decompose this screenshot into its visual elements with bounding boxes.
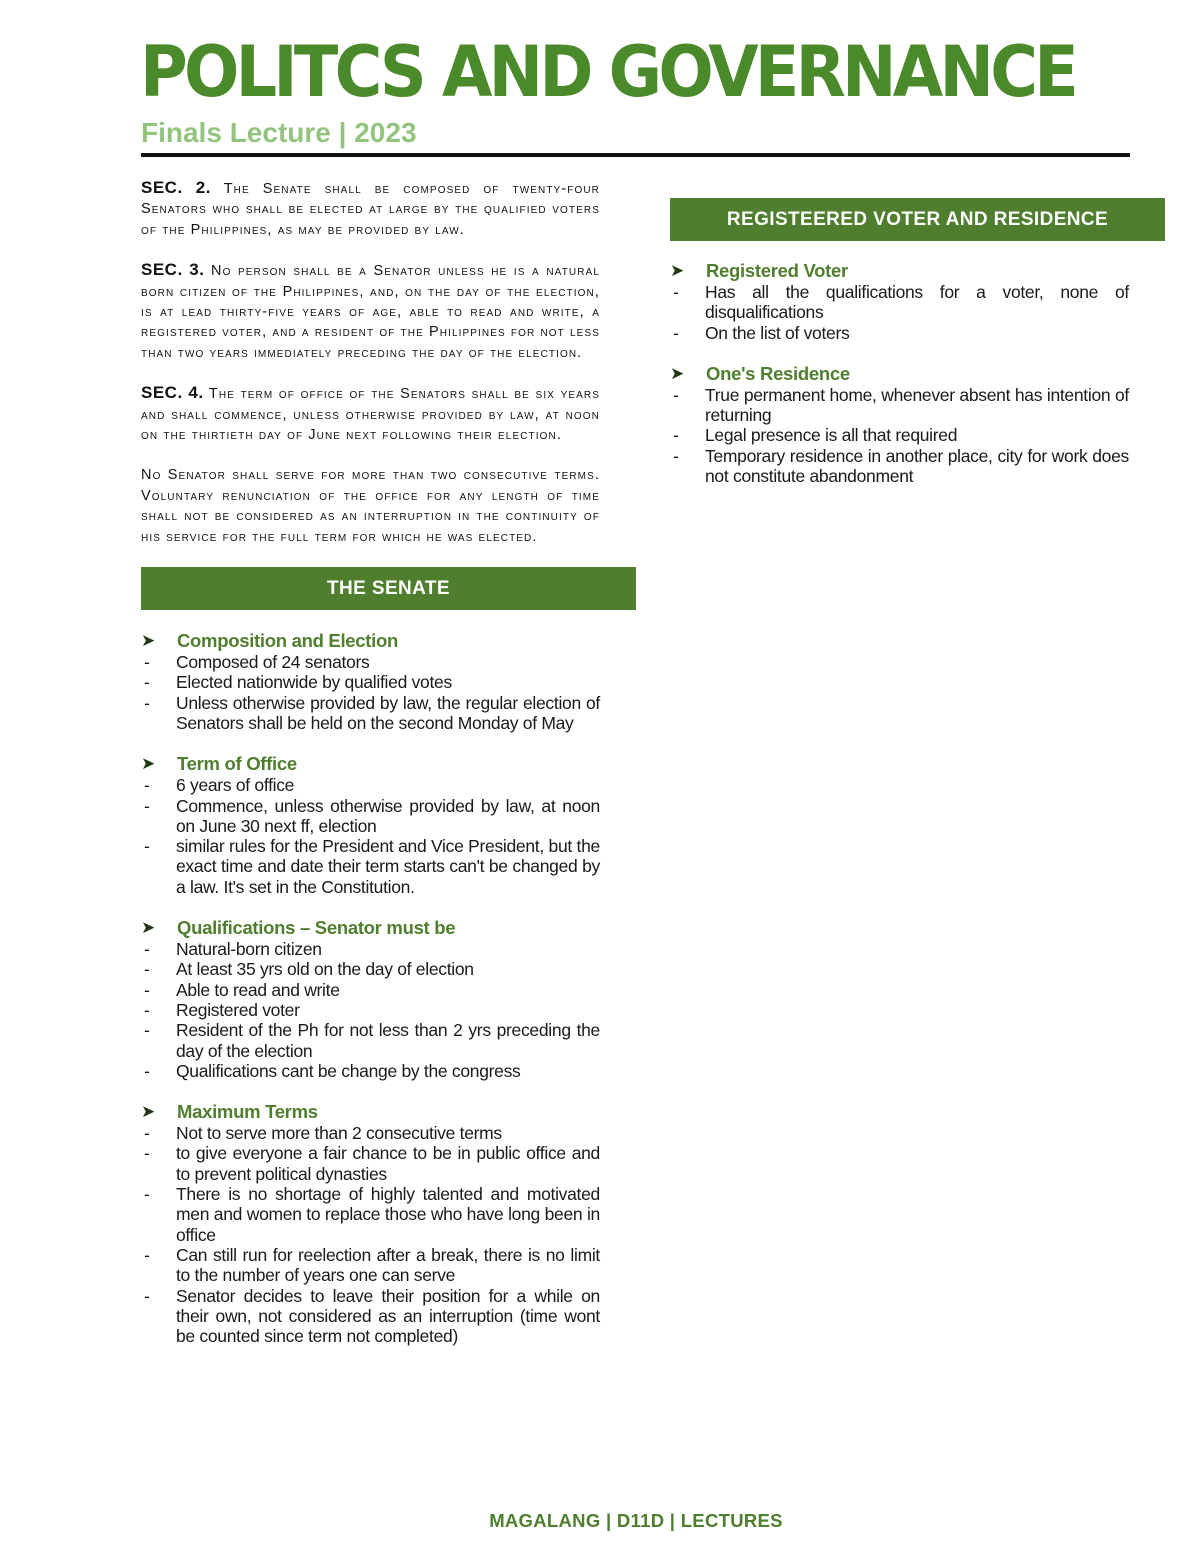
list-item: - Resident of the Ph for not less than 2 yrs preceding the day of the election [144,1020,600,1061]
list-item: - At least 35 yrs old on the day of election [144,959,474,980]
right-column [670,198,1165,506]
list-item: - Temporary residence in another place, city for work does not constitute abandonment [673,445,1129,487]
title-divider [141,153,1130,157]
list-item: - Has all the qualifications for a voter, none of disqualifications [673,282,1129,323]
list-item: - On the list of voters [673,322,850,343]
section-text: No Senator shall serve for more than two consecutive terms. Voluntary renunciation of the office for any length of time shall not be considered as an interruption in the continuity of his service for the full term for which he was elected. [141,467,600,545]
topic-composition-and-election [141,630,636,733]
chevron-right-icon: ➤ [670,363,685,383]
document-title: POLITCS AND GOVERNANCE [140,31,1076,113]
section-text: No person shall be a Senator unless he is a natural born citizen of the Philippines, and, on the day of the election, is at lead thirty-five years of age, able to read and write, a registered voter, and a resident of the Philippines for not less than two years immediately preceding the day of the election. [141,263,600,361]
list-item: - Unless otherwise provided by law, the regular election of Senators shall be held on the second Monday of May [144,692,600,733]
section-paragraph [141,260,600,363]
topic-ones-residence [670,363,1165,486]
chevron-right-icon: ➤ [141,631,156,651]
section-paragraph [141,178,600,240]
list-item: - Elected nationwide by qualified votes [144,672,452,693]
left-column [141,178,636,1366]
topic-title: Maximum Terms [177,1101,318,1123]
chevron-right-icon: ➤ [141,754,156,774]
section-band-registered-voter: REGISTEERED VOTER AND RESIDENCE [670,198,1165,241]
list-item: - True permanent home, whenever absent has intention of returning [673,384,1129,426]
topic-title: Registered Voter [706,260,848,281]
topic-qualifications [141,917,636,1081]
list-item: - to give everyone a fair chance to be in public office and to prevent political dynasties [144,1143,600,1184]
chevron-right-icon: ➤ [141,1102,156,1122]
section-text: The term of office of the Senators shall be six years and shall commence, unless otherwise provided by law, at noon on the thirtieth day of June next following their election. [141,386,600,444]
section-paragraph [141,465,600,547]
list-item: - Composed of 24 senators [144,652,370,673]
topic-term-of-office [141,753,636,897]
list-item: - Can still run for reelection after a break, there is no limit to the number of years one can serve [144,1244,600,1286]
list-item: - Registered voter [144,999,300,1020]
section-label: SEC. 2. [141,178,211,197]
chevron-right-icon: ➤ [670,261,685,280]
list-item: - Natural-born citizen [144,939,322,960]
list-item: - Able to read and write [144,979,340,1000]
topic-title: Term of Office [177,753,297,775]
topic-registered-voter [670,260,1165,343]
section-text: The Senate shall be composed of twenty-four Senators who shall be elected at large by the qualified voters of the Philippines, as may be provided by law. [141,181,600,238]
section-paragraph [141,383,600,445]
section-band-the-senate: THE SENATE [141,567,636,610]
list-item: - There is no shortage of highly talented and motivated men and women to replace those who have long been in office [144,1184,600,1245]
list-item: - 6 years of office [144,775,295,796]
list-item: - Senator decides to leave their position for a while on their own, not considered as an interruption (time wont be counted since term not completed) [144,1285,600,1347]
list-item: - Qualifications cant be change by the congress [144,1060,521,1081]
topic-title: Qualifications – Senator must be [177,917,456,939]
topic-title: Composition and Election [177,630,398,652]
topic-maximum-terms [141,1101,636,1346]
list-item: - Legal presence is all that required [673,425,958,446]
page-footer: MAGALANG | D11D | LECTURES [489,1510,783,1531]
list-item: - Not to serve more than 2 consecutive terms [144,1123,502,1144]
list-item: - similar rules for the President and Vice President, but the exact time and date their term starts can't be changed by a law. It's set in the Constitution. [144,836,600,897]
section-label: SEC. 4. [141,383,204,403]
list-item: - Commence, unless otherwise provided by law, at noon on June 30 next ff, election [144,795,600,836]
section-label: SEC. 3. [141,260,205,280]
topic-title: One's Residence [706,362,850,384]
chevron-right-icon: ➤ [141,918,156,938]
document-subtitle: Finals Lecture | 2023 [141,117,417,148]
